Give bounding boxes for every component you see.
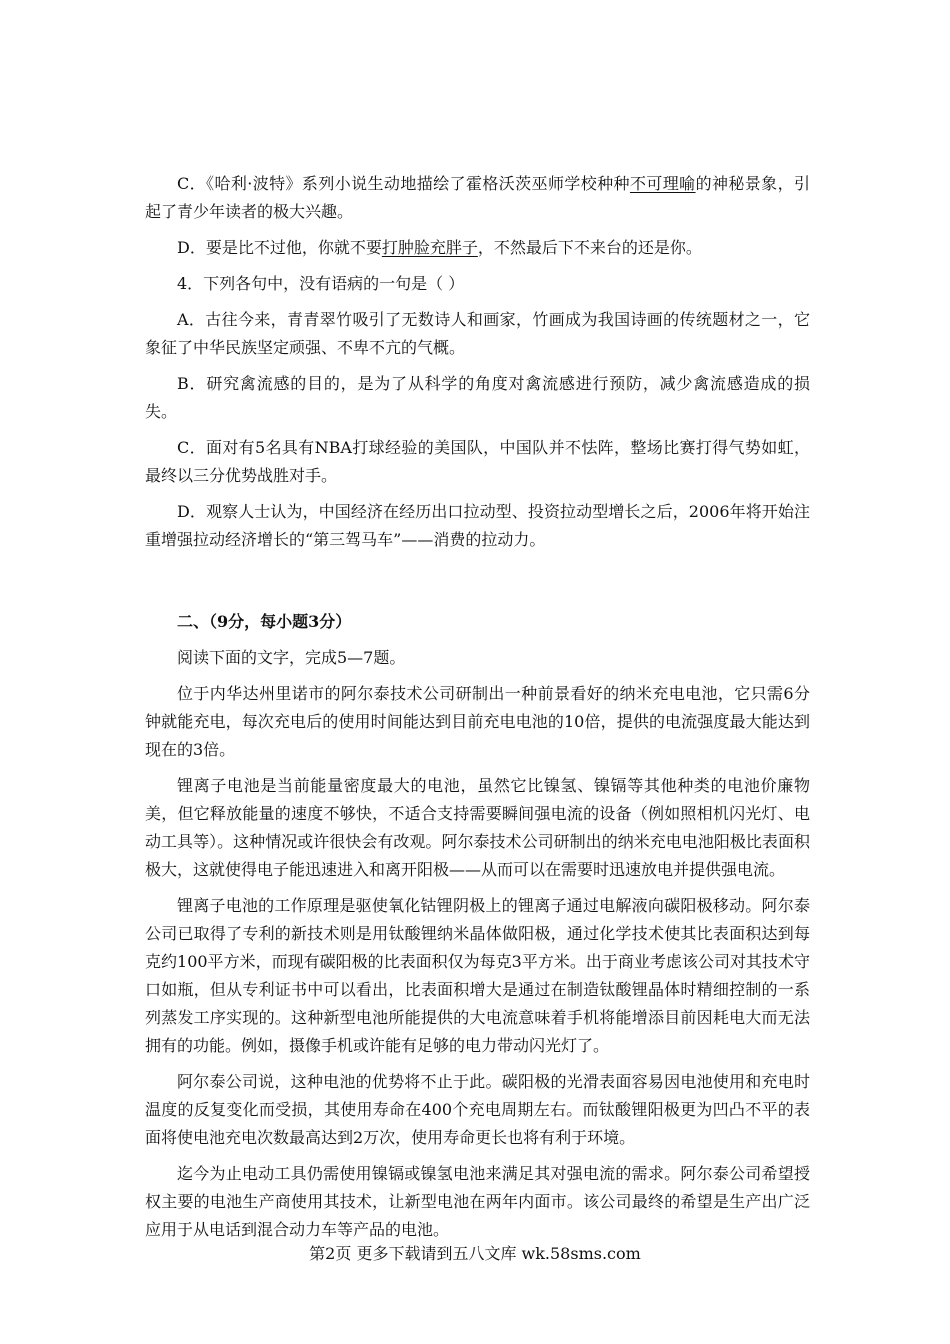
q4-option-b: B．研究禽流感的目的，是为了从科学的角度对禽流感进行预防，减少禽流感造成的损失。: [145, 374, 810, 421]
q4-stem: 4．下列各句中，没有语病的一句是（ ）: [177, 274, 465, 293]
page-footer: 第2页 更多下载请到五八文库 wk.58sms.com: [309, 1244, 641, 1263]
passage-paragraph-2: 锂离子电池是当前能量密度最大的电池，虽然它比镍氢、镍镉等其他种类的电池价廉物美，但它释放能量的速度不够快，不适合支持需要瞬间强电流的设备（例如照相机闪光灯、电动工具等）。这种情况或许很快会有改观。阿尔泰技术公司研制出的纳米充电电池阳极比表面积极大，这就使得电子能迅速进入和离开阳极——从而可以在需要时迅速放电并提供强电流。: [145, 776, 810, 879]
q4-option-c: C．面对有5名具有NBA打球经验的美国队，中国队并不怯阵，整场比赛打得气势如虹，最终以三分优势战胜对手。: [145, 438, 810, 485]
passage-paragraph-3: 锂离子电池的工作原理是驱使氧化钴锂阴极上的锂离子通过电解液向碳阳极移动。阿尔泰公司已取得了专利的新技术则是用钛酸锂纳米晶体做阳极，通过化学技术使其比表面积达到每克约100平方米，而现有碳阳极的比表面积仅为每克3平方米。出于商业考虑该公司对其技术守口如瓶，但从专利证书中可以看出，比表面积增大是通过在制造钛酸锂晶体时精细控制的一系列蒸发工序实现的。这种新型电池所能提供的大电流意味着手机将能增添目前因耗电大而无法拥有的功能。例如，摄像手机或许能有足够的电力带动闪光灯了。: [145, 896, 810, 1055]
q4-option-d: D．观察人士认为，中国经济在经历出口拉动型、投资拉动型增长之后，2006年将开始注重增强拉动经济增长的“第三驾马车”——消费的拉动力。: [145, 502, 810, 549]
q3-option-c-text-end: 的神秘景象，引起了青少年读者的极大兴趣。: [145, 174, 810, 221]
q3-option-c: [145, 170, 810, 226]
q3-option-d-text-end: ，不然最后下不来台的还是你。: [477, 238, 702, 257]
q3-option-c-underlined: 不可理喻: [629, 174, 696, 193]
section-instruction: 阅读下面的文字，完成5—7题。: [177, 648, 406, 667]
document-body: [145, 170, 810, 1244]
q3-option-d-underlined: 打肿脸充胖子: [381, 238, 478, 257]
passage-paragraph-1: 位于内华达州里诺市的阿尔泰技术公司研制出一种前景看好的纳米充电电池，它只需6分钟就能充电，每次充电后的使用时间能达到目前充电电池的10倍，提供的电流强度最大能达到现在的3倍。: [145, 684, 810, 759]
q4-option-a: A．古往今来，青青翠竹吸引了无数诗人和画家，竹画成为我国诗画的传统题材之一，它象征了中华民族坚定顽强、不卑不亢的气概。: [145, 310, 810, 357]
q3-option-d-text: D．要是比不过他，你就不要: [177, 238, 382, 257]
section-heading: 二、（9分，每小题3分）: [177, 612, 352, 631]
q3-option-d: [145, 234, 810, 262]
passage-paragraph-4: 阿尔泰公司说，这种电池的优势将不止于此。碳阳极的光滑表面容易因电池使用和充电时温度的反复变化而受损，其使用寿命在400个充电周期左右。而钛酸锂阳极更为凹凸不平的表面将使电池充电次数最高达到2万次，使用寿命更长也将有利于环境。: [145, 1072, 810, 1147]
q3-option-c-text: C．《哈利·波特》系列小说生动地描绘了霍格沃茨巫师学校种种: [177, 174, 630, 193]
passage-paragraph-5: 迄今为止电动工具仍需使用镍镉或镍氢电池来满足其对强电流的需求。阿尔泰公司希望授权主要的电池生产商使用其技术，让新型电池在两年内面市。该公司最终的希望是生产出广泛应用于从电话到混合动力车等产品的电池。: [145, 1164, 810, 1239]
